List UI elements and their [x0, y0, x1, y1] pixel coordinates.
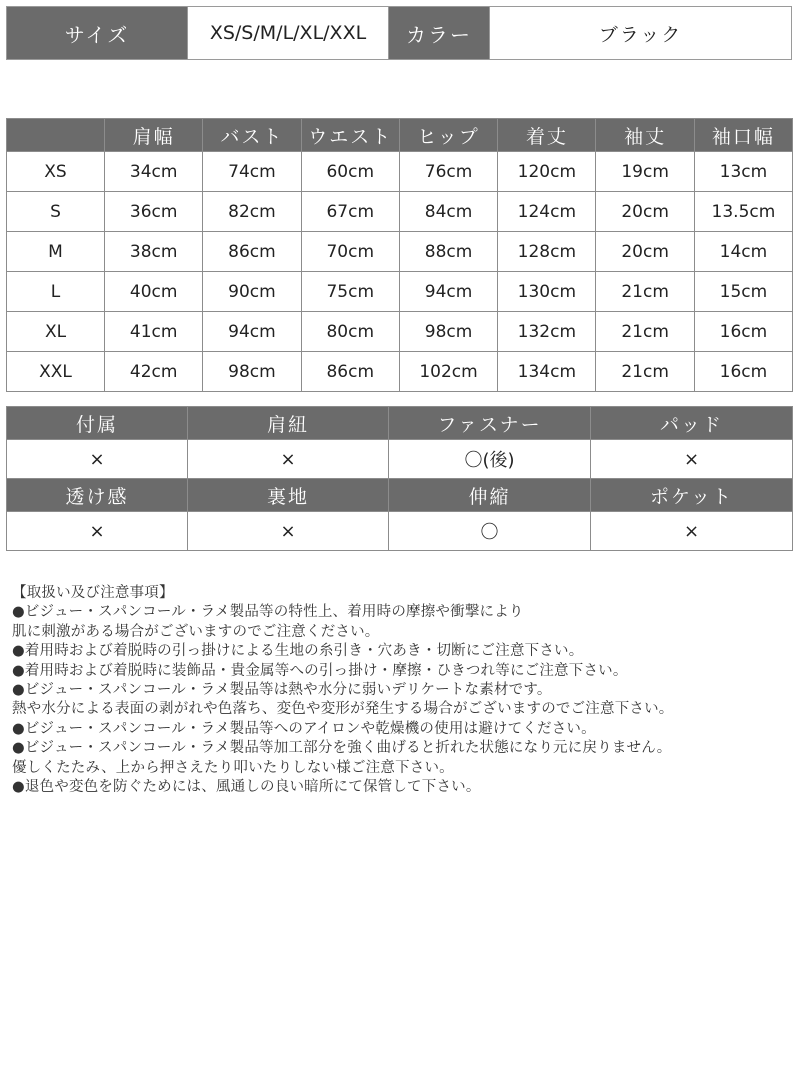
table-cell: 20cm	[596, 232, 694, 272]
attribute-table	[6, 406, 793, 551]
size-table-header-row	[7, 119, 793, 152]
table-cell: 86cm	[301, 352, 399, 392]
table-cell: 84cm	[399, 192, 497, 232]
table-row	[7, 312, 793, 352]
table-cell: 120cm	[498, 152, 596, 192]
note-line: ●ビジュー・スパンコール・ラメ製品等へのアイロンや乾燥機の使用は避けてください。	[12, 720, 596, 737]
table-cell: 19cm	[596, 152, 694, 192]
table-cell: 21cm	[596, 352, 694, 392]
table-cell: 15cm	[694, 272, 792, 312]
size-cell: M	[7, 232, 105, 272]
note-line: 肌に刺激がある場合がございますのでご注意ください。	[12, 623, 380, 640]
attribute-value: ×	[591, 440, 793, 479]
attribute-header: ポケット	[591, 479, 793, 512]
attribute-header: 肩紐	[188, 407, 389, 440]
size-cell: XS	[7, 152, 105, 192]
note-line: ●ビジュー・スパンコール・ラメ製品等は熱や水分に弱いデリケートな素材です。	[12, 682, 552, 699]
table-cell: 40cm	[105, 272, 203, 312]
attribute-value: ×	[7, 512, 188, 551]
attribute-value: 〇(後)	[389, 440, 591, 479]
size-table-header: ヒップ	[399, 119, 497, 152]
table-cell: 75cm	[301, 272, 399, 312]
size-cell: S	[7, 192, 105, 232]
attribute-value: ×	[188, 440, 389, 479]
table-cell: 70cm	[301, 232, 399, 272]
size-table-header: ウエスト	[301, 119, 399, 152]
table-row	[7, 272, 793, 312]
table-cell: 86cm	[203, 232, 301, 272]
attribute-header: ファスナー	[389, 407, 591, 440]
size-table-header: バスト	[203, 119, 301, 152]
note-line: ●着用時および着脱時に装飾品・貴金属等への引っ掛け・摩擦・ひきつれ等にご注意下さい。	[12, 662, 628, 679]
table-cell: 88cm	[399, 232, 497, 272]
attribute-value-row	[7, 512, 793, 551]
table-cell: 21cm	[596, 312, 694, 352]
size-color-bar	[6, 6, 792, 60]
table-cell: 13cm	[694, 152, 792, 192]
table-cell: 94cm	[203, 312, 301, 352]
care-notes	[12, 584, 792, 797]
note-line: ●着用時および着脱時の引っ掛けによる生地の糸引き・穴あき・切断にご注意下さい。	[12, 643, 584, 660]
attribute-header: パッド	[591, 407, 793, 440]
attribute-value: ×	[188, 512, 389, 551]
attribute-header-row	[7, 407, 793, 440]
table-cell: 76cm	[399, 152, 497, 192]
notes-heading: 【取扱い及び注意事項】	[12, 585, 174, 601]
size-table-header: 袖丈	[596, 119, 694, 152]
size-cell: XL	[7, 312, 105, 352]
size-label: サイズ	[7, 7, 187, 59]
attribute-value: ×	[591, 512, 793, 551]
table-cell: 60cm	[301, 152, 399, 192]
table-row	[7, 192, 793, 232]
table-cell: 14cm	[694, 232, 792, 272]
table-cell: 20cm	[596, 192, 694, 232]
table-cell: 42cm	[105, 352, 203, 392]
attribute-header: 伸縮	[389, 479, 591, 512]
table-cell: 16cm	[694, 352, 792, 392]
attribute-header-row	[7, 479, 793, 512]
table-cell: 21cm	[596, 272, 694, 312]
table-row	[7, 152, 793, 192]
size-table	[6, 118, 793, 392]
table-row	[7, 232, 793, 272]
attribute-header: 付属	[7, 407, 188, 440]
note-line: 熱や水分による表面の剥がれや色落ち、変色や変形が発生する場合がございますのでご注意下さい。	[12, 701, 674, 718]
attribute-value: ×	[7, 440, 188, 479]
attribute-value-row	[7, 440, 793, 479]
size-value: XS/S/M/L/XL/XXL	[187, 7, 389, 59]
table-cell: 41cm	[105, 312, 203, 352]
table-cell: 90cm	[203, 272, 301, 312]
table-cell: 98cm	[399, 312, 497, 352]
table-cell: 38cm	[105, 232, 203, 272]
table-cell: 94cm	[399, 272, 497, 312]
size-table-header: 着丈	[498, 119, 596, 152]
size-table-header: 袖口幅	[694, 119, 792, 152]
table-cell: 124cm	[498, 192, 596, 232]
note-line: 優しくたたみ、上から押さえたり叩いたりしない様ご注意下さい。	[12, 759, 454, 776]
attribute-header: 透け感	[7, 479, 188, 512]
table-cell: 98cm	[203, 352, 301, 392]
table-cell: 134cm	[498, 352, 596, 392]
table-cell: 13.5cm	[694, 192, 792, 232]
table-cell: 82cm	[203, 192, 301, 232]
table-cell: 102cm	[399, 352, 497, 392]
note-line: ●退色や変色を防ぐためには、風通しの良い暗所にて保管して下さい。	[12, 779, 481, 796]
attribute-header: 裏地	[188, 479, 389, 512]
table-cell: 74cm	[203, 152, 301, 192]
size-table-header	[7, 119, 105, 152]
table-cell: 130cm	[498, 272, 596, 312]
attribute-value: 〇	[389, 512, 591, 551]
color-label: カラー	[389, 7, 489, 59]
table-cell: 34cm	[105, 152, 203, 192]
table-cell: 67cm	[301, 192, 399, 232]
size-table-header: 肩幅	[105, 119, 203, 152]
note-line: ●ビジュー・スパンコール・ラメ製品等の特性上、着用時の摩擦や衝撃により	[12, 604, 524, 621]
size-cell: XXL	[7, 352, 105, 392]
note-line: ●ビジュー・スパンコール・ラメ製品等加工部分を強く曲げると折れた状態になり元に戻りません。	[12, 740, 672, 757]
color-value: ブラック	[489, 7, 791, 59]
table-cell: 132cm	[498, 312, 596, 352]
table-cell: 128cm	[498, 232, 596, 272]
table-row	[7, 352, 793, 392]
table-cell: 16cm	[694, 312, 792, 352]
size-cell: L	[7, 272, 105, 312]
table-cell: 36cm	[105, 192, 203, 232]
table-cell: 80cm	[301, 312, 399, 352]
